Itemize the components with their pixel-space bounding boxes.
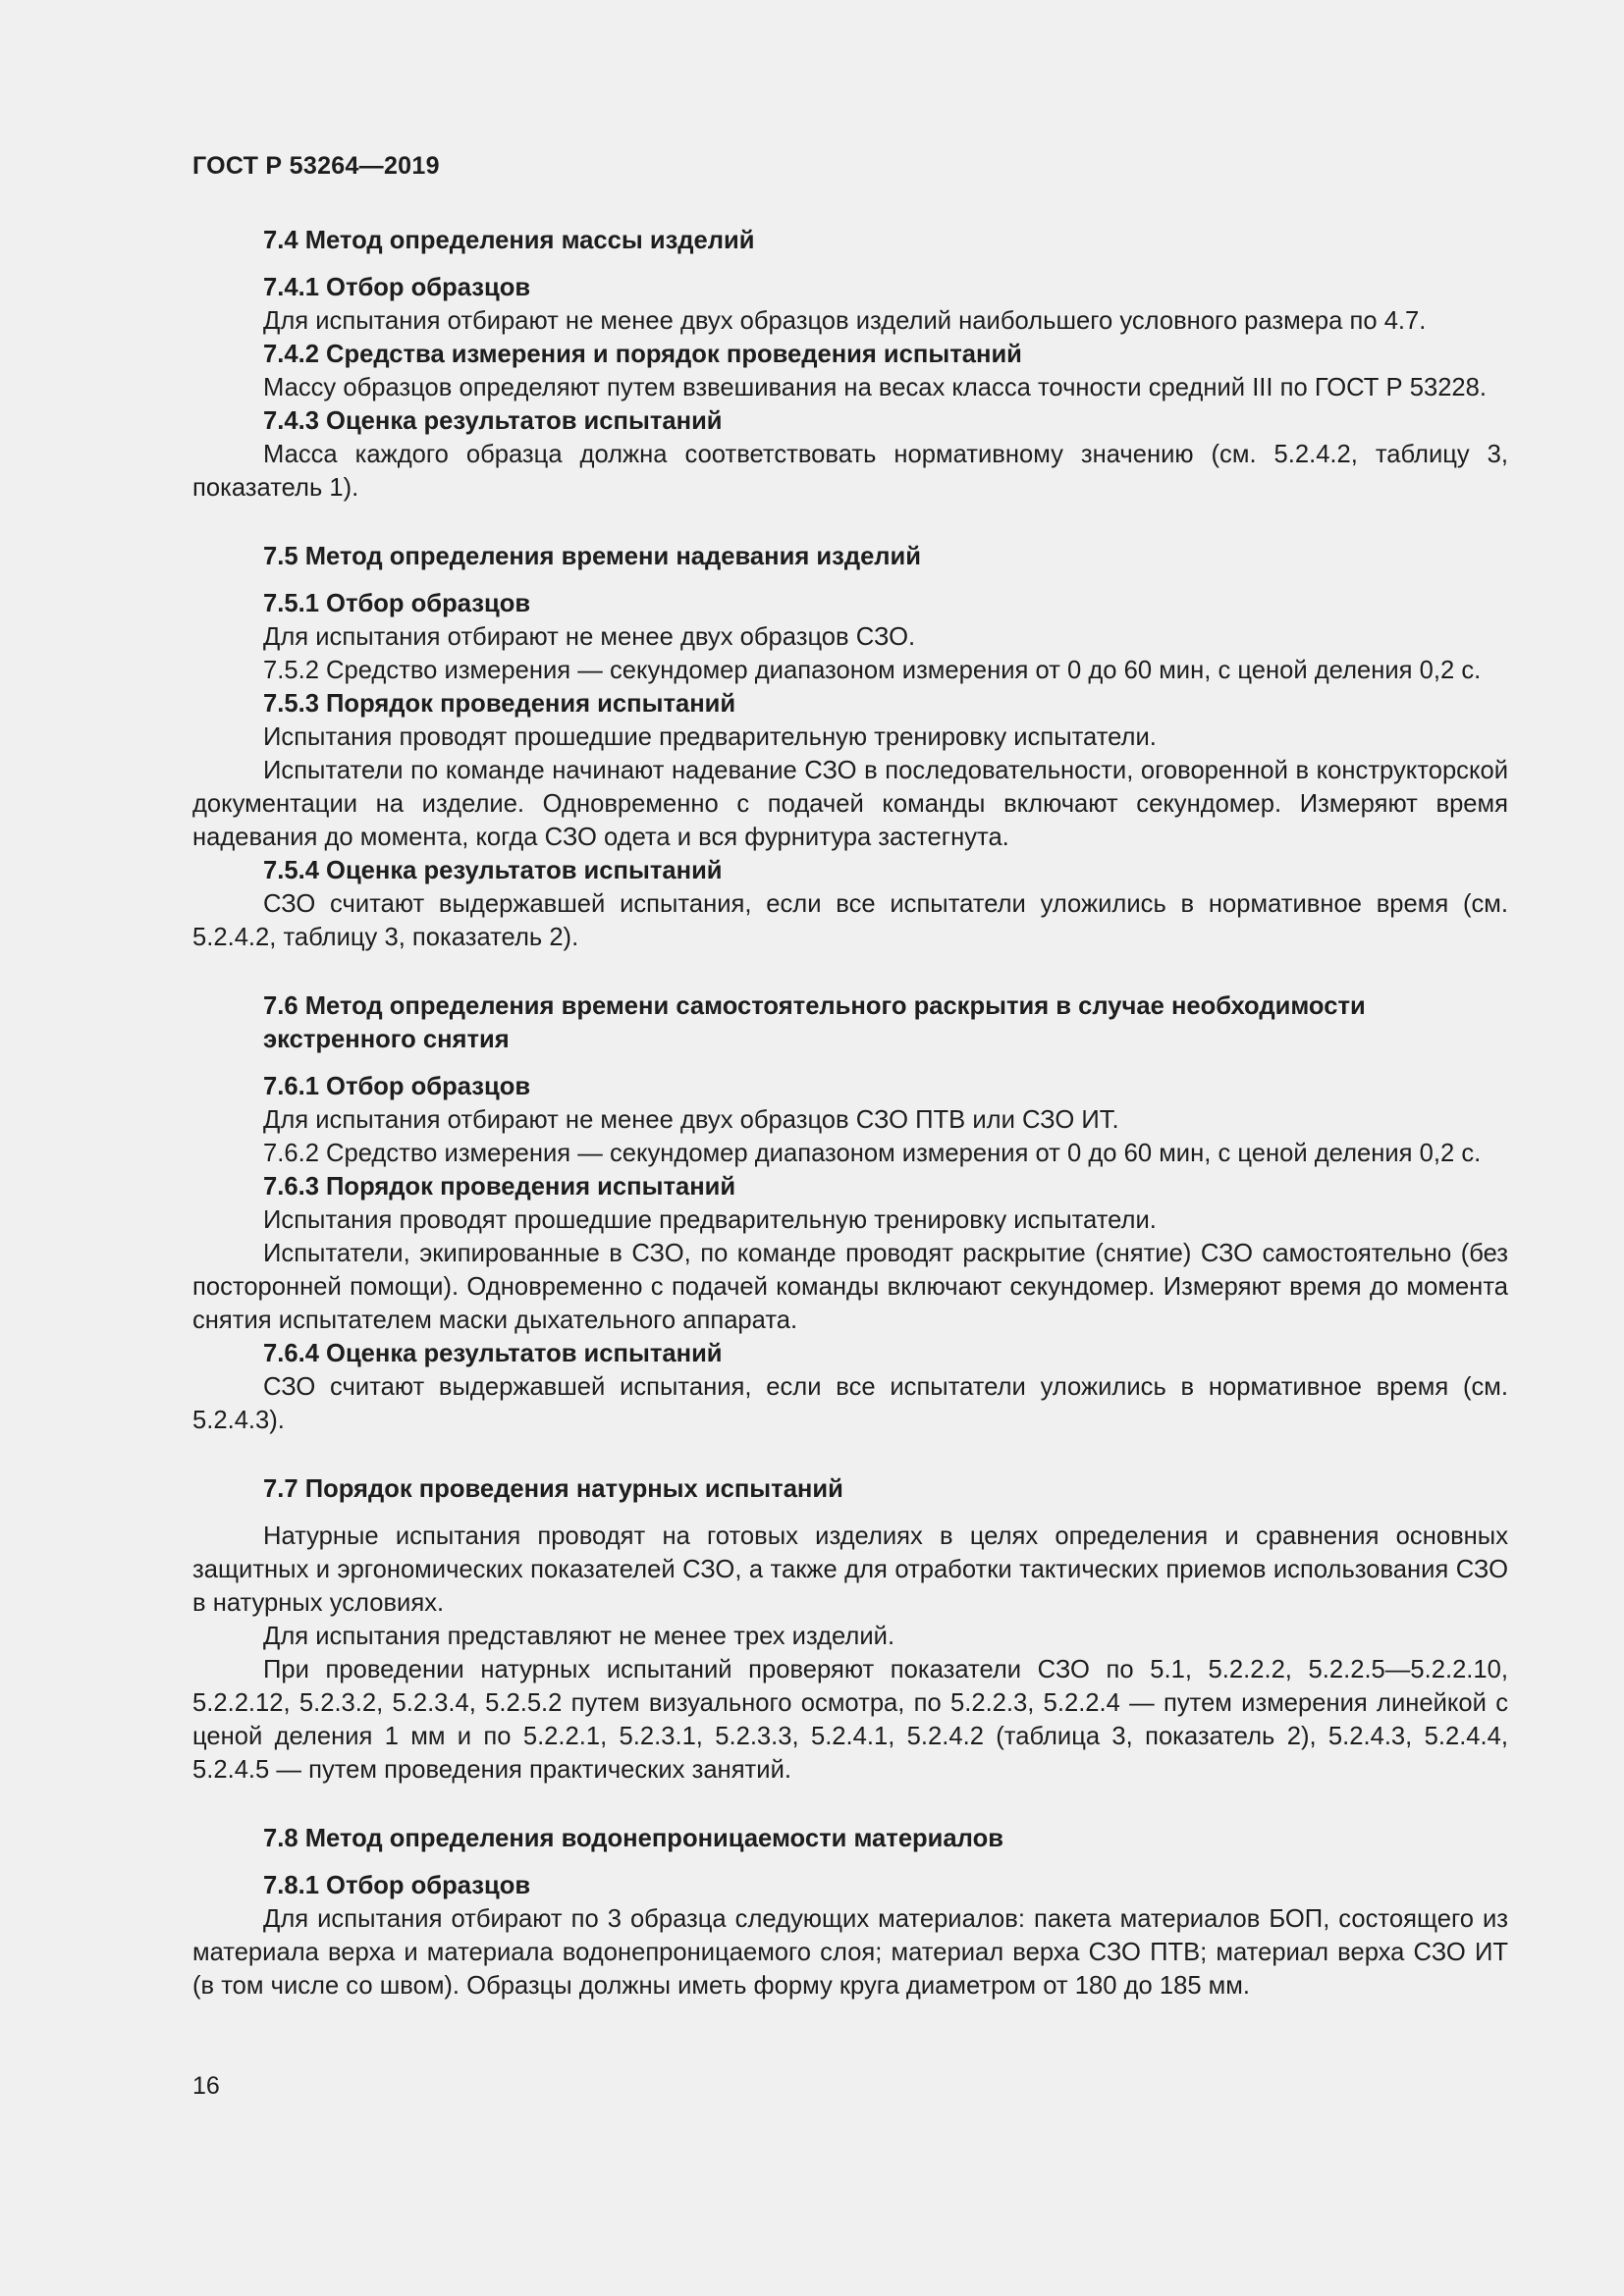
paragraph-7-6-3-a: Испытания проводят прошедшие предварительную тренировку испытатели. xyxy=(263,1206,1157,1234)
section-title-7-4: 7.4 Метод определения массы изделий xyxy=(263,227,755,254)
subsection-title-7-5-1: 7.5.1 Отбор образцов xyxy=(263,590,531,617)
subsection-title-7-6-1: 7.6.1 Отбор образцов xyxy=(263,1073,531,1100)
subsection-title-7-4-1: 7.4.1 Отбор образцов xyxy=(263,274,531,301)
paragraph-7-6-4: СЗО считают выдержавшей испытания, если все испытатели уложились в нормативное время (см. 5.2.4.3). xyxy=(192,1373,1508,1434)
paragraph-7-5-4: СЗО считают выдержавшей испытания, если все испытатели уложились в нормативное время (см. 5.2.4.2, таблицу 3, показатель 2). xyxy=(192,890,1508,951)
paragraph-7-7-c: При проведении натурных испытаний проверяют показатели СЗО по 5.1, 5.2.2.2, 5.2.2.5—5.2.2.10, 5.2.2.12, 5.2.3.2, 5.2.3.4, 5.2.5.2 путем визуального осмотра, по 5.2.2.3, 5.2.2.4 — путем измерения линейкой с ценой деления 1 мм и по 5.2.2.1, 5.2.3.1, 5.2.3.3, 5.2.4.1, 5.2.4.2 (таблица 3, показатель 2), 5.2.4.3, 5.2.4.4, 5.2.4.5 — путем проведения практических занятий. xyxy=(192,1656,1508,1784)
document-body xyxy=(192,224,1508,2002)
subsection-title-7-4-2: 7.4.2 Средства измерения и порядок проведения испытаний xyxy=(263,341,1022,368)
paragraph-7-7-b: Для испытания представляют не менее трех изделий. xyxy=(263,1623,895,1650)
paragraph-7-5-1: Для испытания отбирают не менее двух образцов СЗО. xyxy=(263,623,916,651)
paragraph-7-5-2: 7.5.2 Средство измерения — секундомер диапазоном измерения от 0 до 60 мин, с ценой деления 0,2 с. xyxy=(263,657,1482,684)
section-title-7-5: 7.5 Метод определения времени надевания изделий xyxy=(263,543,922,570)
paragraph-7-6-1: Для испытания отбирают не менее двух образцов СЗО ПТВ или СЗО ИТ. xyxy=(263,1106,1119,1134)
subsection-title-7-4-3: 7.4.3 Оценка результатов испытаний xyxy=(263,407,723,435)
paragraph-7-7-a: Натурные испытания проводят на готовых изделиях в целях определения и сравнения основных защитных и эргономических показателей СЗО, а также для отработки тактических приемов использования СЗО в натурных условиях. xyxy=(192,1522,1508,1617)
section-title-7-7: 7.7 Порядок проведения натурных испытаний xyxy=(263,1475,843,1503)
subsection-title-7-6-3: 7.6.3 Порядок проведения испытаний xyxy=(263,1173,736,1201)
paragraph-7-6-3-b: Испытатели, экипированные в СЗО, по команде проводят раскрытие (снятие) СЗО самостоятельно (без посторонней помощи). Одновременно с подачей команды включают секундомер. Измеряют время до момента снятия испытателем маски дыхательного аппарата. xyxy=(192,1240,1508,1334)
subsection-title-7-6-4: 7.6.4 Оценка результатов испытаний xyxy=(263,1340,723,1367)
document-code-header: ГОСТ Р 53264—2019 xyxy=(192,152,440,180)
subsection-title-7-5-3: 7.5.3 Порядок проведения испытаний xyxy=(263,690,736,718)
paragraph-7-4-3: Масса каждого образца должна соответствовать нормативному значению (см. 5.2.4.2, таблицу 3, показатель 1). xyxy=(192,441,1508,502)
paragraph-7-4-1: Для испытания отбирают не менее двух образцов изделий наибольшего условного размера по 4.7. xyxy=(263,307,1427,335)
paragraph-7-8-1: Для испытания отбирают по 3 образца следующих материалов: пакета материалов БОП, состоящего из материала верха и материала водонепроницаемого слоя; материал верха СЗО ПТВ; материал верха СЗО ИТ (в том числе со швом). Образцы должны иметь форму круга диаметром от 180 до 185 мм. xyxy=(192,1905,1508,2000)
section-title-7-6: 7.6 Метод определения времени самостоятельного раскрытия в случае необходимости экстренного снятия xyxy=(263,992,1366,1053)
paragraph-7-5-3-b: Испытатели по команде начинают надевание СЗО в последовательности, оговоренной в конструкторской документации на изделие. Одновременно с подачей команды включают секундомер. Измеряют время надевания до момента, когда СЗО одета и вся фурнитура застегнута. xyxy=(192,757,1508,851)
section-title-7-8: 7.8 Метод определения водонепроницаемости материалов xyxy=(263,1825,1003,1852)
paragraph-7-6-2: 7.6.2 Средство измерения — секундомер диапазоном измерения от 0 до 60 мин, с ценой деления 0,2 с. xyxy=(263,1140,1482,1167)
page-number: 16 xyxy=(192,2072,220,2100)
paragraph-7-5-3-a: Испытания проводят прошедшие предварительную тренировку испытатели. xyxy=(263,723,1157,751)
paragraph-7-4-2: Массу образцов определяют путем взвешивания на весах класса точности средний III по ГОСТ Р 53228. xyxy=(263,374,1488,401)
subsection-title-7-8-1: 7.8.1 Отбор образцов xyxy=(263,1872,531,1899)
subsection-title-7-5-4: 7.5.4 Оценка результатов испытаний xyxy=(263,857,723,884)
